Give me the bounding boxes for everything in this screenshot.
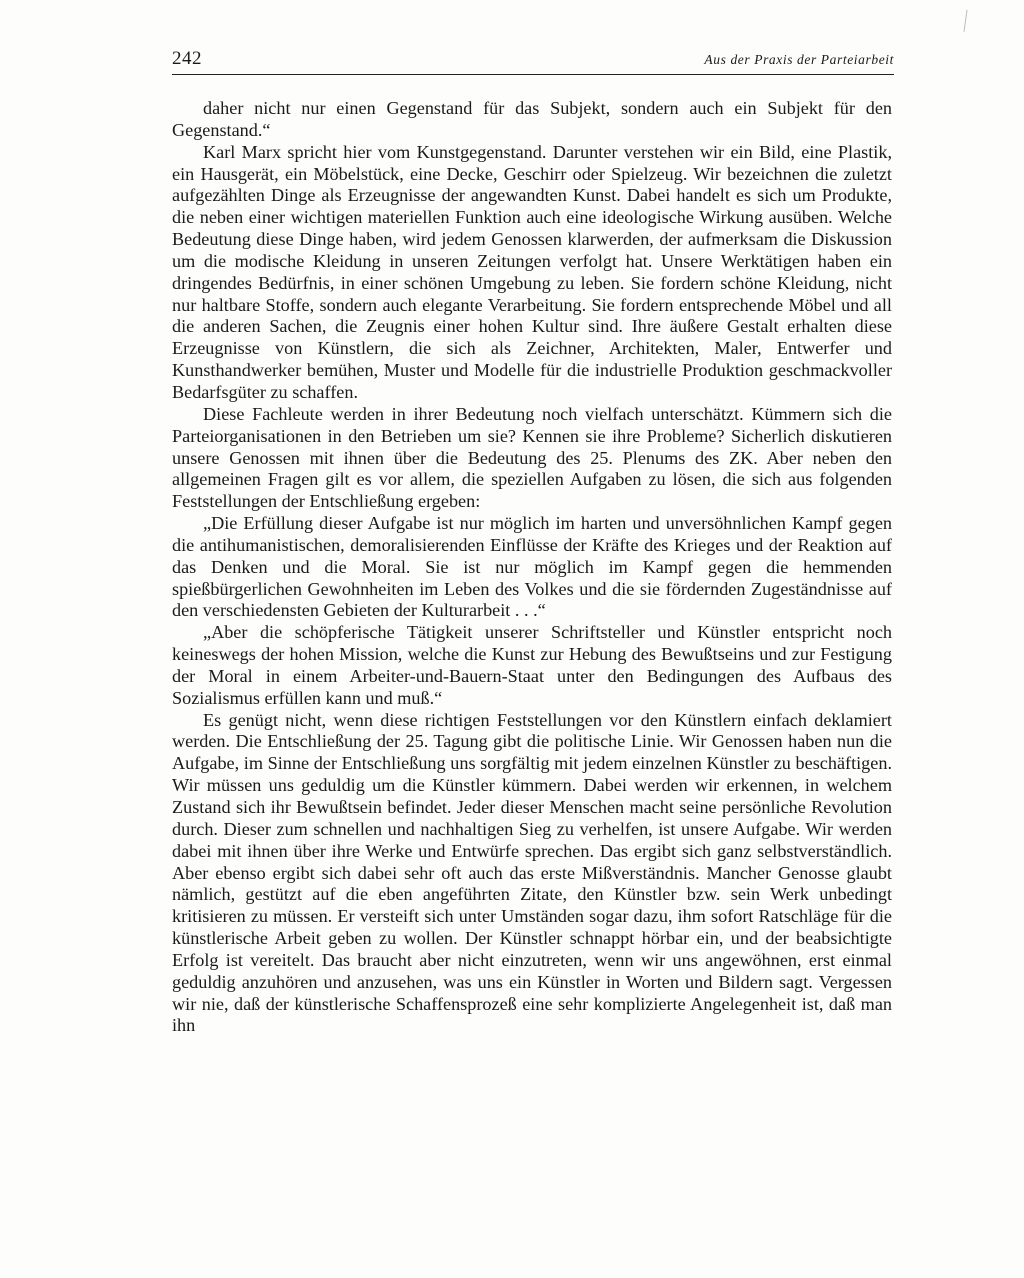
running-head: Aus der Praxis der Parteiarbeit [704,52,894,67]
body-text [172,98,892,1037]
paragraph-marx: Karl Marx spricht hier vom Kunstgegenstand. Darunter verstehen wir ein Bild, eine Plastik, ein Hausgerät, ein Möbelstück, eine Decke, Geschirr oder Spielzeug. Wir bezeichnen die zuletzt aufgezählten Dinge als Erzeugnisse der angewandten Kunst. Dabei handelt es sich um Produkte, die neben einer wichtigen materiellen Funktion auch eine ideologische Wirkung ausüben. Welche Bedeutung diese Dinge haben, wird jedem Genossen klarwerden, der aufmerksam die Diskussion um die modische Kleidung in unseren Zeitungen verfolgt hat. Unsere Werktätigen haben ein dringendes Bedürfnis, in einer schönen Umgebung zu leben. Sie fordern schöne Kleidung, nicht nur haltbare Stoffe, sondern auch elegante Verarbeitung. Sie fordern entsprechende Möbel und all die anderen Sachen, die Zeugnis einer hohen Kultur sind. Ihre äußere Gestalt erhalten diese Erzeugnisse von Künstlern, die sich als Zeichner, Architekten, Maler, Entwerfer und Kunsthandwerker bemühen, Muster und Modelle für die industrielle Produktion geschmackvoller Bedarfsgüter zu schaffen. [172,141,892,402]
paragraph-es-genuegt: Es genügt nicht, wenn diese richtigen Feststellungen vor den Künstlern einfach deklamiert werden. Die Entschließung der 25. Tagung gibt die politische Linie. Wir Genossen haben nun die Aufgabe, im Sinne der Entschließung uns sorgfältig mit jedem einzelnen Künstler zu beschäftigen. Wir müssen uns geduldig um die Künstler kümmern. Dabei werden wir erkennen, in welchem Zustand sich ihr Bewußtsein befindet. Jeder dieser Menschen macht seine persönliche Revolution durch. Dieser zum schnellen und nachhaltigen Sieg zu verhelfen, ist unsere Aufgabe. Wir werden dabei mit ihnen über ihre Werke und Entwürfe sprechen. Das ergibt sich ganz selbstverständlich. Aber ebenso ergibt sich dabei sehr oft auch das erste Mißverständnis. Mancher Genosse glaubt nämlich, gestützt auf die eben angeführten Zitate, den Künstler bzw. sein Werk unbedingt kritisieren zu müssen. Er versteift sich unter Umständen sogar dazu, ihm sofort Ratschläge für die künstlerische Arbeit geben zu wollen. Der Künstler schnappt hörbar ein, und der beabsichtigte Erfolg ist vereitelt. Das braucht aber nicht einzutreten, wenn wir uns angewöhnen, erst einmal geduldig anzuhören und anzusehen, was uns ein Künstler in Worten und Bildern sagt. Vergessen wir nie, daß der künstlerische Schaffensprozeß eine sehr komplizierte Angelegenheit ist, daß man ihn [172,709,892,1036]
page-number: 242 [172,48,202,69]
scan-artifact [963,10,969,32]
paragraph-quote-schoepferisch: „Aber die schöpferische Tätigkeit unserer Schriftsteller und Künstler entspricht noch keineswegs der hohen Mission, welche die Kunst zur Hebung des Bewußtseins und zur Festigung der Moral in einem Arbeiter-und-Bauern-Staat unter den Bedingungen des Aufbaus des Sozialismus erfüllen kann und muß.“ [172,622,892,708]
page-header [172,44,894,75]
paragraph-quote-erfuellung: „Die Erfüllung dieser Aufgabe ist nur möglich im harten und unversöhnlichen Kampf gegen die antihumanistischen, demoralisierenden Einflüsse der Kräfte des Krieges und der Reaktion auf das Denken und die Moral. Sie ist nur möglich im Kampf gegen die hemmenden spießbürgerlichen Gewohnheiten im Leben des Volkes und die sie fördernden Zugeständnisse auf den verschiedensten Gebieten der Kulturarbeit . . .“ [172,513,892,621]
paragraph-quote-end: daher nicht nur einen Gegenstand für das Subjekt, sondern auch ein Subjekt für den Gegenstand.“ [172,98,892,140]
paragraph-fachleute: Diese Fachleute werden in ihrer Bedeutung noch vielfach unterschätzt. Kümmern sich die Parteiorganisationen in den Betrieben um sie? Kennen sie ihre Probleme? Sicherlich diskutieren unsere Genossen mit ihnen über die Bedeutung des 25. Plenums des ZK. Aber neben den allgemeinen Fragen gilt es vor allem, die speziellen Aufgaben zu lösen, die sich aus folgenden Feststellungen der Entschließung ergeben: [172,403,892,512]
